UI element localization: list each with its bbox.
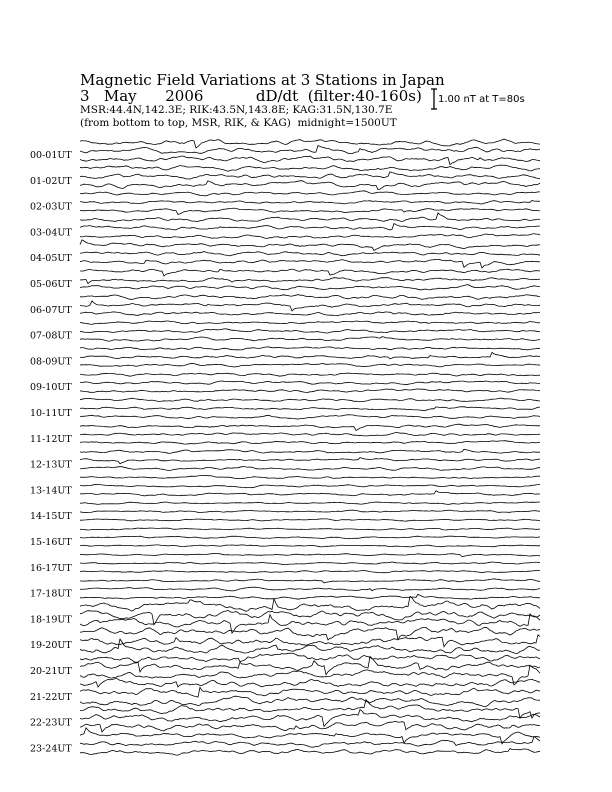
trace-rik — [80, 635, 540, 647]
hour-label: 14-15UT — [30, 511, 72, 523]
trace-rik — [80, 301, 540, 311]
hour-label: 10-11UT — [30, 408, 72, 419]
trace-rik — [80, 433, 540, 436]
trace-rik — [80, 224, 540, 230]
hour-label: 04-05UT — [30, 253, 72, 265]
hour-label: 06-07UT — [30, 304, 72, 316]
trace-kag — [80, 679, 540, 688]
trace-rik — [80, 201, 540, 205]
trace-kag — [80, 347, 540, 350]
trace-msr — [80, 389, 540, 393]
trace-msr — [80, 259, 540, 268]
stations-line: MSR:44.4N,142.3E; RIK:43.5N,143.8E; KAG:31.5N,130.7E — [80, 104, 393, 116]
hour-label: 11-12UT — [30, 433, 72, 445]
trace-msr — [80, 519, 540, 521]
trace-msr — [80, 722, 540, 732]
trace-rik — [80, 510, 540, 512]
trace-rik — [80, 252, 540, 256]
trace-rik — [80, 587, 540, 591]
scale-label: 1.00 nT at T=80s — [438, 94, 525, 105]
trace-kag — [80, 728, 540, 744]
hour-label: 19-20UT — [30, 640, 72, 652]
trace-kag — [80, 579, 540, 583]
hour-label: 23-24UT — [30, 743, 72, 755]
trace-msr — [80, 545, 540, 547]
hour-label: 09-10UT — [30, 382, 72, 394]
trace-kag — [80, 269, 540, 276]
hour-label: 01-02UT — [30, 175, 72, 187]
trace-rik — [80, 485, 540, 488]
trace-msr — [80, 491, 540, 496]
trace-kag — [80, 191, 540, 196]
trace-kag — [80, 373, 540, 376]
trace-rik — [80, 278, 540, 284]
trace-kag — [80, 424, 540, 430]
trace-msr — [80, 234, 540, 239]
trace-msr — [80, 181, 540, 190]
hour-label: 22-23UT — [30, 717, 72, 729]
trace-kag — [80, 240, 540, 251]
trace-msr — [80, 363, 540, 367]
trace-kag — [80, 213, 540, 222]
trace-kag — [80, 165, 540, 171]
trace-msr — [80, 749, 540, 756]
trace-msr — [80, 337, 540, 341]
trace-rik — [80, 458, 540, 464]
hour-label: 12-13UT — [30, 459, 72, 471]
trace-rik — [80, 407, 540, 411]
hour-label: 00-01UT — [30, 150, 72, 161]
trace-rik — [80, 146, 540, 154]
trace-rik — [80, 687, 540, 697]
trace-msr — [80, 285, 540, 290]
trace-kag — [80, 475, 540, 478]
chart-title: Magnetic Field Variations at 3 Stations in Japan — [80, 71, 445, 89]
trace-kag — [80, 139, 540, 148]
hour-label: 03-04UT — [30, 227, 72, 239]
hour-label: 18-19UT — [30, 614, 72, 626]
hour-label: 05-06UT — [30, 279, 72, 290]
trace-rik — [80, 329, 540, 333]
trace-rik — [80, 710, 540, 727]
trace-rik — [80, 536, 540, 539]
trace-kag — [80, 321, 540, 324]
hour-label: 15-16UT — [30, 537, 72, 548]
trace-kag — [80, 528, 540, 530]
trace-msr — [80, 696, 540, 706]
trace-kag — [80, 653, 540, 662]
trace-msr — [80, 156, 540, 165]
trace-msr — [80, 665, 540, 685]
trace-rik — [80, 656, 540, 674]
trace-msr — [80, 208, 540, 214]
trace-msr — [80, 570, 540, 572]
trace-rik — [80, 381, 540, 385]
hour-label: 02-03UT — [30, 201, 72, 213]
hour-label: 08-09UT — [30, 356, 72, 368]
trace-kag — [80, 449, 540, 453]
hour-label: 16-17UT — [30, 562, 72, 574]
trace-kag — [80, 596, 540, 611]
hour-label: 21-22UT — [30, 691, 72, 703]
trace-rik — [80, 172, 540, 179]
trace-rik — [80, 737, 540, 748]
trace-kag — [80, 627, 540, 640]
trace-kag — [80, 398, 540, 402]
trace-kag — [80, 502, 540, 504]
trace-kag — [80, 295, 540, 300]
trace-msr — [80, 467, 540, 471]
chart-date-line: 3 May 2006 dD/dt (filter:40-160s) — [80, 87, 422, 105]
hour-label: 07-08UT — [30, 330, 72, 342]
hour-label: 20-21UT — [30, 666, 72, 677]
trace-msr — [80, 415, 540, 419]
trace-rik — [80, 352, 540, 358]
hour-label: 13-14UT — [30, 485, 72, 497]
trace-msr — [80, 441, 540, 444]
trace-rik — [80, 562, 540, 565]
trace-msr — [80, 594, 540, 599]
hour-label: 17-18UT — [30, 588, 72, 600]
trace-kag — [80, 553, 540, 556]
trace-msr — [80, 312, 540, 316]
station-order-line: (from bottom to top, MSR, RIK, & KAG) midnight=1500UT — [80, 117, 397, 129]
